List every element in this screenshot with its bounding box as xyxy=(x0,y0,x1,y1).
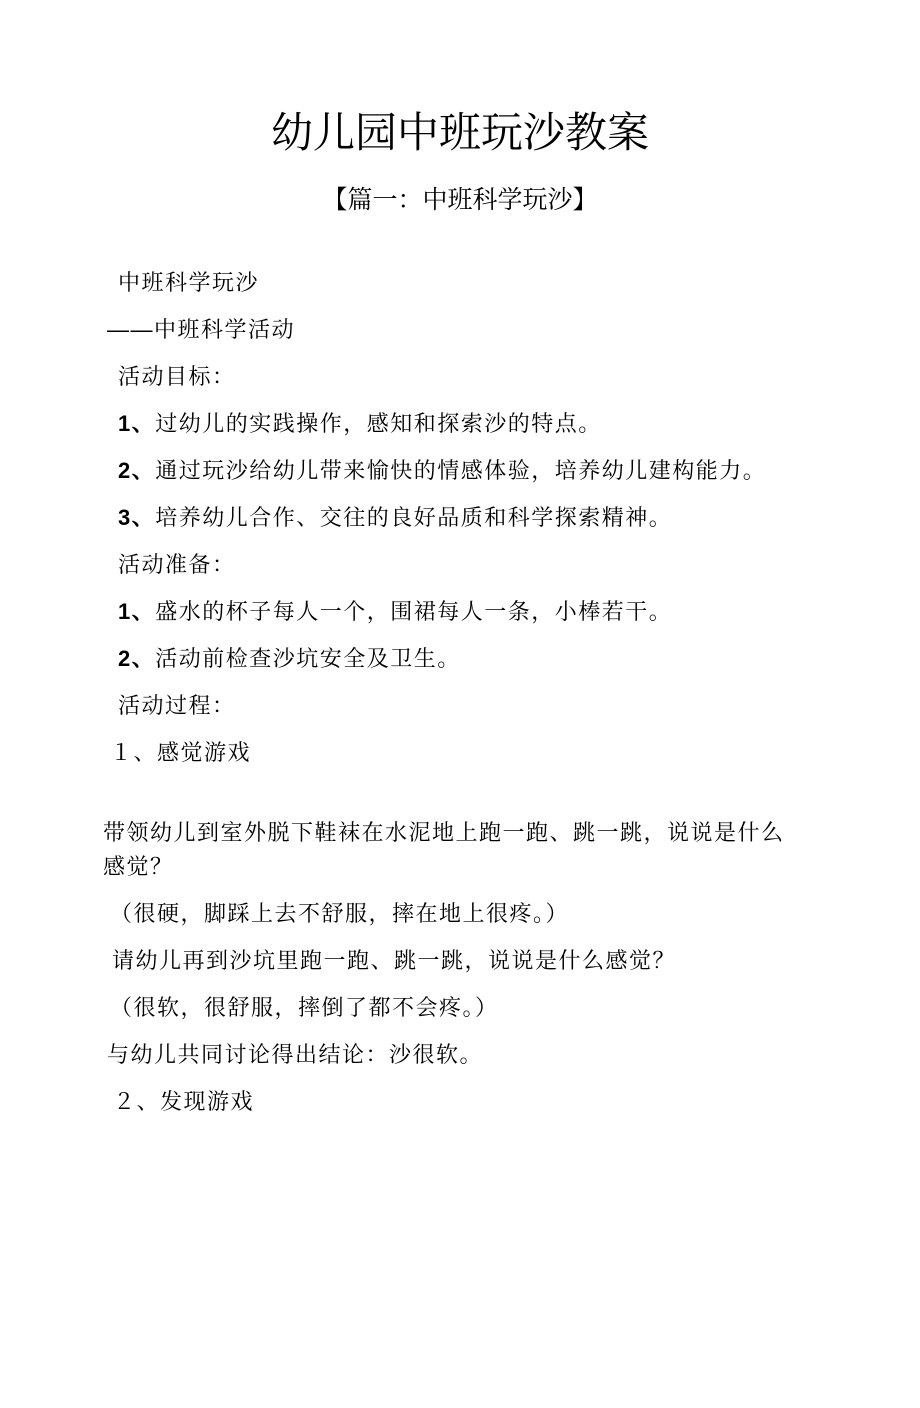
paragraph-text: 与幼儿共同讨论得出结论：沙很软。 xyxy=(107,1042,484,1067)
list-number: 1、 xyxy=(118,599,156,624)
paragraph-lesson-subname xyxy=(107,313,807,347)
paragraph-text: ２、发现游戏 xyxy=(113,1089,255,1114)
paragraph-conclusion xyxy=(107,1038,807,1072)
paragraph-preparation-heading xyxy=(118,548,818,582)
paragraph-text: 活动准备： xyxy=(118,552,236,577)
paragraph-text: ——中班科学活动 xyxy=(107,317,296,342)
paragraph-preparation-item xyxy=(118,642,818,676)
document-body xyxy=(103,218,820,1119)
paragraph-goals-heading xyxy=(118,360,818,394)
paragraph-text: 活动目标： xyxy=(118,364,236,389)
document-title: 幼儿园中班玩沙教案 xyxy=(270,111,649,157)
document-page xyxy=(0,106,920,1408)
paragraph-text: 盛水的杯子每人一个，围裙每人一条，小棒若干。 xyxy=(155,599,673,624)
paragraph-process-step xyxy=(110,736,810,770)
paragraph-text: 中班科学玩沙 xyxy=(118,270,260,295)
paragraph-process-step xyxy=(113,1085,813,1119)
paragraph-text: 培养幼儿合作、交往的良好品质和科学探索精神。 xyxy=(155,505,673,530)
paragraph-text: 请幼儿再到沙坑里跑一跑、跳一跳，说说是什么感觉？ xyxy=(112,948,677,973)
paragraph-text: （很软，很舒服，摔倒了都不会疼。） xyxy=(110,995,499,1020)
list-number: 3、 xyxy=(118,505,156,530)
paragraph-text: １、感觉游戏 xyxy=(110,740,252,765)
paragraph-answer xyxy=(110,897,810,931)
paragraph-activity-description xyxy=(112,944,812,978)
paragraph-text: 过幼儿的实践操作，感知和探索沙的特点。 xyxy=(155,411,602,436)
paragraph-text: 活动前检查沙坑安全及卫生。 xyxy=(155,646,461,671)
paragraph-text: （很硬，脚踩上去不舒服，摔在地上很疼。） xyxy=(110,901,570,926)
list-number: 2、 xyxy=(118,646,156,671)
paragraph-goal-item xyxy=(118,501,818,535)
paragraph-goal-item xyxy=(118,407,818,441)
paragraph-process-heading xyxy=(118,689,818,723)
paragraph-text: 带领幼儿到室外脱下鞋袜在水泥地上跑一跑、跳一跳，说说是什么感觉？ xyxy=(103,820,785,879)
paragraph-text: 活动过程： xyxy=(118,693,236,718)
document-subtitle: 【篇一：中班科学玩沙】 xyxy=(322,187,598,214)
list-number: 1、 xyxy=(118,411,156,436)
paragraph-lesson-name xyxy=(118,266,818,300)
paragraph-activity-description xyxy=(103,816,793,884)
paragraph-goal-item xyxy=(118,454,818,488)
list-number: 2、 xyxy=(118,458,156,483)
paragraph-answer xyxy=(110,991,810,1025)
paragraph-preparation-item xyxy=(118,595,818,629)
paragraph-text: 通过玩沙给幼儿带来愉快的情感体验，培养幼儿建构能力。 xyxy=(155,458,767,483)
